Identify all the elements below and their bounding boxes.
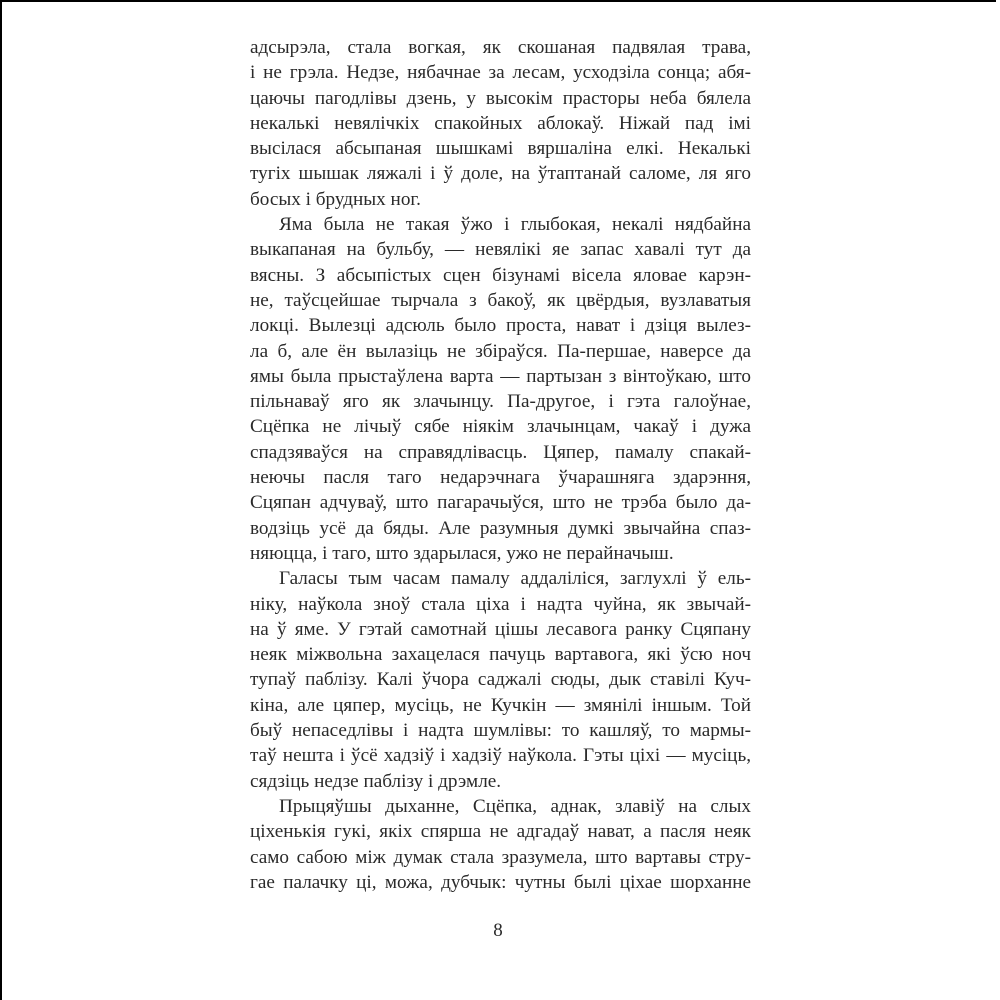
text-line: і не грэла. Недзе, нябачнае за лесам, усходзіла сонца; абя- (250, 62, 751, 84)
text-line: ніку, наўкола зноў стала ціха і надта чуйна, як звычай- (250, 593, 751, 615)
text-line: таў нешта і ўсё хадзіў і хадзіў наўкола. Гэты ціхі — мусіць, (250, 745, 751, 767)
text-line: Сцёпка не лічыў сябе ніякім злачынцам, чакаў і дужа (250, 416, 751, 438)
text-line: некалькі невялічкіх спакойных аблокаў. Ніжай пад імі (250, 112, 751, 134)
text-line: цаючы пагодлівы дзень, у высокім прасторы неба бялела (250, 87, 751, 109)
text-line: гае палачку ці, можа, дубчык: чутны былі ціхае шорханне (250, 871, 751, 893)
paragraph-4 (250, 794, 751, 895)
paragraph-2 (250, 212, 751, 566)
text-line: пільнаваў яго як злачынцу. Па-другое, і гэта галоўнае, (250, 391, 751, 413)
text-line: няюцца, і таго, што здарылася, ужо не перайначыш. (250, 542, 674, 564)
text-line: кіна, але цяпер, мусіць, не Кучкін — змянілі іншым. Той (250, 694, 751, 716)
text-line: сядзіць недзе паблізу і дрэмле. (250, 770, 502, 792)
text-line: ціхенькія гукі, якіх спярша не адгадаў нават, а пасля неяк (250, 821, 751, 843)
text-line: Яма была не такая ўжо і глыбокая, некалі нядбайна (279, 214, 751, 236)
text-line: на ў яме. У гэтай самотнай цішы лесавога ранку Сцяпану (250, 618, 751, 640)
page-body-text (250, 35, 751, 895)
text-line: спадзяваўся на справядлівасць. Цяпер, памалу спакай- (250, 441, 751, 463)
text-line: выкапаная на бульбу, — невялікі яе запас хавалі тут да (250, 239, 751, 261)
text-line: ямы была прыстаўлена варта — партызан з вінтоўкаю, што (250, 365, 751, 387)
paragraph-3 (250, 566, 751, 794)
text-line: тупаў паблізу. Калі ўчора саджалі сюды, дык ставілі Куч- (250, 669, 751, 691)
text-line: вясны. З абсыпістых сцен бізунамі вісела яловае карэн- (250, 264, 751, 286)
text-line: неючы пасля таго недарэчнага ўчарашняга здарэння, (250, 467, 751, 489)
text-line: Сцяпан адчуваў, што пагарачыўся, што не трэба было да- (250, 492, 751, 514)
text-line: Галасы тым часам памалу аддаліліся, заглухлі ў ель- (279, 568, 751, 590)
text-line: водзіць усё да бяды. Але разумныя думкі звычайна спаз- (250, 517, 751, 539)
text-line: ла б, але ён вылазіць не збіраўся. Па-першае, наверсе да (250, 340, 751, 362)
text-line: быў непаседлівы і надта шумлівы: то кашляў, то мармы- (250, 720, 751, 742)
text-line: неяк міжвольна захацелася пачуць вартавога, які ўсю ноч (250, 644, 751, 666)
text-line: само сабою між думак стала зразумела, што вартавы стру- (250, 846, 751, 868)
page-number: 8 (493, 920, 503, 941)
text-line: локці. Вылезці адсюль было проста, нават і дзіця вылез- (250, 315, 751, 337)
text-line: не, таўсцейшае тырчала з бакоў, як цвёрдыя, вузлаватыя (250, 289, 751, 311)
text-line: тугіх шышак ляжалі і ў доле, на ўтаптанай саломе, ля яго (250, 163, 751, 185)
text-line: высілася абсыпаная шышкамі вяршаліна елкі. Некалькі (250, 138, 751, 160)
text-line: адсырэла, стала вогкая, як скошаная падвялая трава, (250, 37, 751, 58)
text-line: Прыцяўшы дыханне, Сцёпка, аднак, злавіў на слых (279, 795, 751, 817)
text-line: босых і брудных ног. (250, 188, 421, 210)
paragraph-1 (250, 35, 751, 212)
